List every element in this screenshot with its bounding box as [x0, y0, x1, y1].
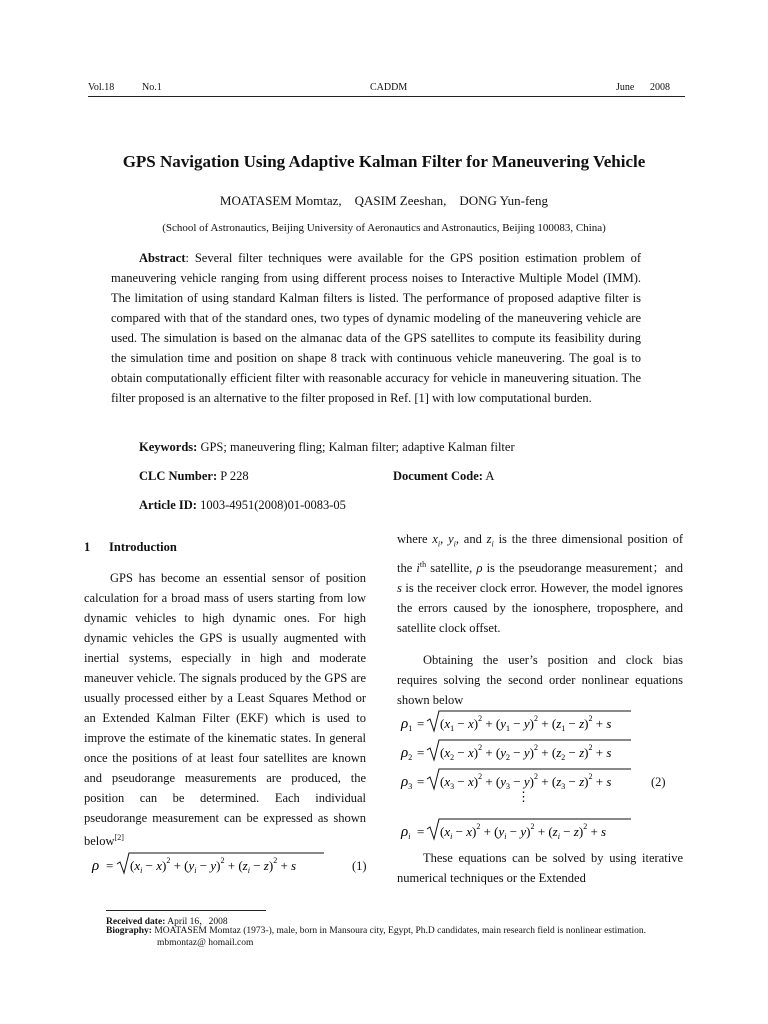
doc-code-label: Document Code: — [393, 469, 483, 483]
section-title: Introduction — [109, 540, 177, 554]
header-year: 2008 — [650, 82, 670, 93]
author-list: MOATASEM Momtaz, QASIM Zeeshan, DONG Yun-feng — [219, 193, 549, 208]
svg-text:(xi − x)2 + (yi − y)2 + (zi −: $(x_i - x)^2 + (y_i - y)^2 + (z_i - z)^2 + s$ — [440, 822, 607, 841]
svg-text:=: = — [417, 745, 425, 760]
svg-text:(xi − x)2 + (yi − y)2 + (zi −: $(x_i - x)^2 + (y_i - y)^2 + (z_i - z)^2 + s$ — [130, 856, 297, 875]
text-fragment: satellite, — [426, 560, 477, 575]
text-fragment: is the receiver clock error. However, the model ignores the errors caused by the ionosphere, troposphere, and satellite clock offset. — [397, 580, 683, 635]
document-code — [393, 469, 494, 484]
equation-2-render — [397, 705, 687, 845]
article-id-label: Article ID: — [139, 498, 197, 512]
clc-label: CLC Number: — [139, 469, 218, 483]
received-label: Received date: — [106, 917, 166, 927]
svg-text:ρ2: $\rho_2$ — [401, 745, 413, 762]
section-heading — [84, 540, 177, 555]
svg-text:ρ1: $\rho_1$ — [401, 716, 413, 733]
pseudorange-definition: where $x_i$, $y_i$, and $z_i$ is the three dimensional position of the $i^{th}$ satellite, ρ is the pseudorange measurement；and s is the receiver clock error. However, the model ignores the errors caused by the ionosphere, troposphere, and satellite clock offset. — [397, 532, 683, 635]
affiliation: (School of Astronautics, Beijing University of Aeronautics and Astronautics, Beijing 100083, China) — [162, 222, 606, 234]
equation-1 — [84, 849, 369, 879]
biography-label: Biography: — [106, 926, 152, 936]
svg-text:(x2 − x)2 + (y2 − y)2 + (z2 −: $(x_2 - x)^2 + (y_2 - y)^2 + (z_2 - z)^2 + s$ — [440, 743, 612, 762]
article-id — [139, 498, 346, 513]
section-number: 1 — [84, 540, 91, 554]
svg-text:(x3 − x)2 + (y3 − y)2 + (z3 −: $(x_3 - x)^2 + (y_3 - y)^2 + (z_3 - z)^2 + s$ — [440, 772, 612, 791]
text-fragment: is the three dimensional position of the — [397, 532, 683, 575]
header-month: June — [616, 82, 635, 93]
abstract-label: Abstract — [139, 251, 186, 265]
abstract-text: : Several filter techniques were available for the GPS position estimation problem of maneuvering vehicle ranging from using different process noises to Interactive Multiple Model (IMM). The limitation of using standard Kalman filters is listed. The performance of proposed adaptive filter is compared with that of the standard ones, two types of dynamic modeling of the maneuvering vehicle are used. The simulation is based on the almanac data of the GPS satellites to compute its feasibility during the simulation time and position on shape 8 track with continuous vehicle maneuvering. The goal is to obtain computationally efficient filter with reasonable accuracy for vehicle in maneuvering situation. The filter proposed is an alternative to the filter proposed in Ref. [1] with low computational burden. — [111, 251, 641, 405]
biography-text: MOATASEM Momtaz (1973-), male, born in Mansoura city, Egypt, Ph.D candidates, main research field is nonlinear estimation. — [151, 926, 647, 936]
text-fragment: where — [397, 532, 433, 546]
equation-1-number: (1) — [352, 859, 367, 873]
solution-paragraph: These equations can be solved by using iterative numerical techniques or the Extended — [397, 851, 683, 885]
received-date — [106, 913, 228, 927]
intro-paragraph — [84, 568, 366, 851]
header-journal: CADDM — [370, 82, 408, 93]
abstract — [111, 248, 641, 408]
svg-text:=: = — [417, 716, 425, 731]
position-paragraph: Obtaining the user’s position and clock bias requires solving the second order nonlinear equations shown below — [397, 653, 683, 707]
equation-2 — [397, 705, 687, 845]
header-number: No.1 — [142, 82, 162, 93]
author-email: mbmontaz@ homail.com — [157, 937, 254, 948]
footnote-rule — [106, 910, 266, 911]
keywords — [139, 440, 515, 455]
running-header — [88, 82, 685, 96]
doc-code-value: A — [482, 469, 495, 483]
biography — [106, 926, 686, 949]
svg-text:⋮: ⋮ — [517, 789, 530, 804]
svg-text:ρ: ρ — [92, 858, 100, 874]
clc-number — [139, 469, 249, 484]
svg-text:=: = — [417, 774, 425, 789]
article-id-value: 1003-4951(2008)01-0083-05 — [196, 498, 346, 512]
svg-text:ρ3: $\rho_3$ — [401, 774, 413, 791]
svg-text:=: = — [106, 858, 114, 873]
intro-text: GPS has become an essential sensor of position calculation for a broad mass of users starting from low dynamic vehicles to high dynamic ones. For high dynamic vehicles the GPS is usually augmented with inertial systems, especially in high and moderate maneuver vehicle. The signals produced by the GPS are usually processed either by a Least Squares Method or an Extended Kalman Filter (EKF) which is used to improve the estimate of the kinematic states. In general once the positions of at least four satellites are known and pseudorange measurements are produced, the position can be determined. Each individual pseudorange measurement can be expressed as shown below — [84, 571, 366, 849]
svg-text:=: = — [417, 824, 425, 839]
equation-2-number: (2) — [651, 775, 666, 789]
received-value: April 16，2008 — [165, 917, 228, 927]
clc-value: P 228 — [217, 469, 249, 483]
svg-text:(x1 − x)2 + (y1 − y)2 + (z1 −: $(x_1 - x)^2 + (y_1 - y)^2 + (z_1 - z)^2 + s$ — [440, 714, 612, 733]
keywords-text: GPS; maneuvering fling; Kalman filter; adaptive Kalman filter — [197, 440, 515, 454]
text-fragment: is the pseudorange measurement；and — [482, 560, 683, 575]
header-volume: Vol.18 — [88, 82, 115, 93]
header-rule — [88, 96, 685, 97]
equation-1-render — [84, 849, 369, 879]
keywords-label: Keywords: — [139, 440, 198, 454]
paper-title: GPS Navigation Using Adaptive Kalman Filter for Maneuvering Vehicle — [122, 152, 646, 171]
svg-text:ρi: $\rho_i$ — [401, 824, 411, 841]
citation-ref: [2] — [114, 833, 124, 842]
